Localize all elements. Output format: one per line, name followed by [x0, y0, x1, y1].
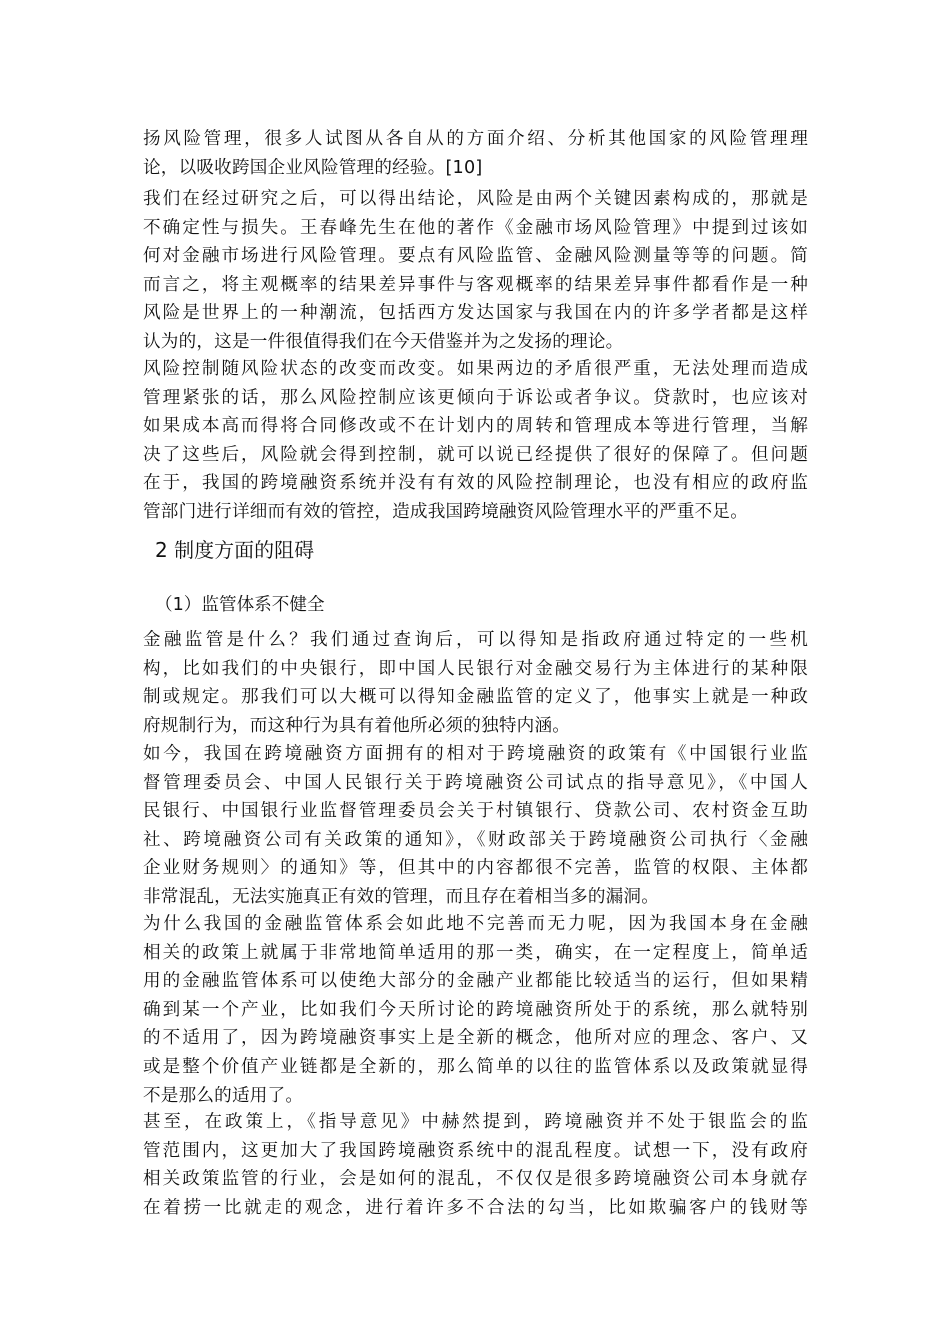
text-line: 如今，我国在跨境融资方面拥有的相对于跨境融资的政策有《中国银行业监 [143, 744, 808, 764]
paragraph-3 [143, 355, 808, 527]
text-line: 甚至，在政策上，《指导意见》中赫然提到，跨境融资并不处于银监会的监 [143, 1112, 808, 1132]
text-line: 为什么我国的金融监管体系会如此地不完善而无力呢，因为我国本身在金融 [143, 914, 808, 934]
text-line: 确到某一个产业，比如我们今天所讨论的跨境融资所处于的系统，那么就特别 [143, 999, 808, 1020]
text-line: 认为的，这是一件很值得我们在今天借鉴并为之发扬的理论。 [143, 331, 624, 352]
text-line: 金融监管是什么？我们通过查询后，可以得知是指政府通过特定的一些机 [143, 630, 808, 650]
text-line: 风险是世界上的一种潮流，包括西方发达国家与我国在内的许多学者都是这样 [143, 303, 808, 324]
text-line: 社、跨境融资公司有关政策的通知》，《财政部关于跨境融资公司执行〈金融 [143, 829, 808, 850]
text-line: 风险控制随风险状态的改变而改变。如果两边的矛盾很严重，无法处理而造成 [143, 359, 808, 379]
text-line: 何对金融市场进行风险管理。要点有风险监管、金融风险测量等等的问题。简 [143, 246, 808, 267]
text-line: 如果成本高而得将合同修改或不在计划内的周转和管理成本等进行管理，当解 [143, 416, 808, 437]
text-line: 相关的政策上就属于非常地简单适用的那一类，确实，在一定程度上，简单适 [143, 942, 808, 963]
paragraph-1 [143, 125, 808, 182]
text-line: 管范围内，这更加大了我国跨境融资系统中的混乱程度。试想一下，没有政府 [143, 1140, 808, 1161]
text-line: 不确定性与损失。王春峰先生在他的著作《金融市场风险管理》中提到过该如 [143, 217, 808, 238]
text-line: 而言之，将主观概率的结果差异事件与客观概率的结果差异事件都看作是一种 [143, 274, 808, 295]
text-line: 企业财务规则〉的通知》等，但其中的内容都很不完善，监管的权限、主体都 [143, 858, 808, 879]
text-line: 决了这些后，风险就会得到控制，就可以说已经提供了很好的保障了。但问题 [143, 444, 808, 465]
text-line: 在于，我国的跨境融资系统并没有有效的风险控制理论，也没有相应的政府监 [143, 473, 808, 494]
text-line: 不是那么的适用了。 [143, 1085, 304, 1106]
paragraph-5 [143, 740, 808, 912]
paragraph-6 [143, 910, 808, 1110]
text-line: 的不适用了，因为跨境融资事实上是全新的概念，他所对应的理念、客户、又 [143, 1028, 808, 1049]
text-line: 管部门进行详细而有效的管控，造成我国跨境融资风险管理水平的严重不足。 [143, 501, 748, 522]
text-line: 相关政策监管的行业，会是如何的混乱，不仅仅是很多跨境融资公司本身就存 [143, 1169, 808, 1190]
text-line: 制或规定。那我们可以大概可以得知金融监管的定义了，他事实上就是一种政 [143, 687, 808, 708]
text-line: 扬风险管理，很多人试图从各自从的方面介绍、分析其他国家的风险管理理 [143, 129, 808, 149]
text-line: 督管理委员会、中国人民银行关于跨境融资公司试点的指导意见》，《中国人 [143, 772, 808, 793]
text-line: 府规制行为，而这种行为具有着他所必须的独特内涵。 [143, 715, 571, 736]
text-line: 或是整个价值产业链都是全新的，那么简单的以往的监管体系以及政策就显得 [143, 1056, 808, 1077]
text-line: 民银行、中国银行业监督管理委员会关于村镇银行、贷款公司、农村资金互助 [143, 801, 808, 822]
paragraph-2 [143, 185, 808, 357]
section-heading: 2 制度方面的阻碍 [155, 538, 315, 562]
text-line: 非常混乱，无法实施真正有效的管理，而且存在着相当多的漏洞。 [143, 886, 660, 907]
text-line: 我们在经过研究之后，可以得出结论，风险是由两个关键因素构成的，那就是 [143, 189, 808, 209]
text-line: 用的金融监管体系可以使绝大部分的金融产业都能比较适当的运行，但如果精 [143, 971, 808, 992]
text-line: 在着捞一比就走的观念，进行着许多不合法的勾当，比如欺骗客户的钱财等 [143, 1197, 808, 1218]
text-line: 论，以吸收跨国企业风险管理的经验。[10] [143, 157, 483, 178]
paragraph-7 [143, 1108, 808, 1222]
text-line: 构，比如我们的中央银行，即中国人民银行对金融交易行为主体进行的某种限 [143, 658, 808, 679]
paragraph-4 [143, 626, 808, 740]
text-line: 管理紧张的话，那么风险控制应该更倾向于诉讼或者争议。贷款时，也应该对 [143, 387, 808, 408]
subsection-heading: （1）监管体系不健全 [155, 595, 325, 615]
